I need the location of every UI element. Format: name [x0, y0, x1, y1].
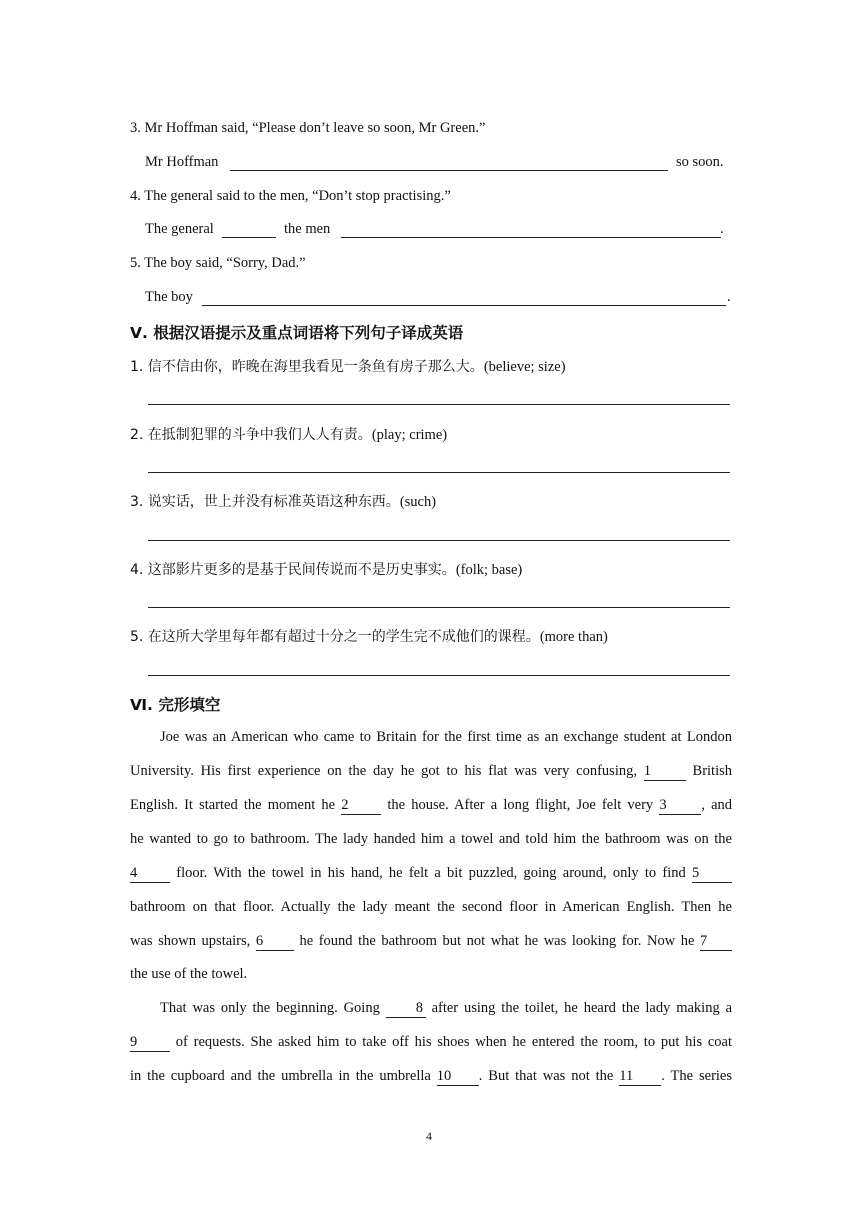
answer-4-blank[interactable]: [222, 237, 276, 238]
passage-line-1: [130, 729, 732, 746]
passage-text: . The series: [661, 1068, 732, 1084]
translation-item-1-hint: (believe; size): [483, 359, 566, 375]
passage-line-10: [130, 1034, 732, 1052]
translation-item-4-hint: (folk; base): [455, 562, 523, 578]
translation-line-3[interactable]: [148, 540, 730, 541]
translation-item-2: [130, 424, 447, 444]
question-3: 3. Mr Hoffman said, “Please don’t leave so soon, Mr Green.”: [130, 120, 486, 136]
translation-line-1[interactable]: [148, 404, 730, 405]
answer-5-line[interactable]: [202, 305, 726, 306]
passage-text: the use of the towel.: [130, 966, 248, 982]
passage-text: in the cupboard and the umbrella in the umbrella: [130, 1068, 431, 1084]
translation-item-5-hint: (more than): [539, 629, 608, 645]
cloze-blank-8[interactable]: 8: [386, 1000, 426, 1018]
question-4: 4. The general said to the men, “Don’t stop practising.”: [130, 188, 451, 204]
passage-line-6: [130, 899, 732, 916]
passage-line-3: [130, 797, 732, 815]
passage-text: . But that was not the: [478, 1068, 614, 1084]
passage-line-8: [130, 966, 247, 983]
passage-text: British: [692, 763, 733, 779]
passage-line-9: [130, 1000, 732, 1018]
cloze-blank-11[interactable]: 11: [619, 1068, 661, 1086]
answer-4-line[interactable]: [341, 237, 721, 238]
cloze-blank-3[interactable]: 3: [659, 797, 701, 815]
answer-3-start: Mr Hoffman: [145, 154, 219, 170]
answer-5-end: .: [727, 289, 731, 305]
section-5-title: Ⅴ. 根据汉语提示及重点词语将下列句子译成英语: [130, 324, 464, 342]
answer-4-start: The general: [145, 221, 214, 237]
passage-text: the house. After a long flight, Joe felt very: [387, 797, 654, 813]
passage-text: English. It started the moment he: [130, 797, 336, 813]
translation-item-2-hint: (play; crime): [371, 427, 448, 443]
passage-line-5: [130, 865, 732, 883]
translation-item-4-text: 4. 这部影片更多的是基于民间传说而不是历史事实。: [130, 562, 456, 578]
question-5: 5. The boy said, “Sorry, Dad.”: [130, 255, 306, 271]
translation-item-2-text: 2. 在抵制犯罪的斗争中我们人人有责。: [130, 427, 372, 443]
passage-line-11: [130, 1068, 732, 1086]
cloze-blank-7[interactable]: 7: [700, 933, 732, 951]
passage-line-2: [130, 763, 732, 781]
answer-3-line[interactable]: [230, 170, 668, 171]
translation-line-4[interactable]: [148, 607, 730, 608]
translation-item-3-hint: (such): [399, 494, 437, 510]
translation-item-5-text: 5. 在这所大学里每年都有超过十分之一的学生完不成他们的课程。: [130, 629, 540, 645]
passage-text: he found the bathroom but not what he was looking for. Now he: [299, 933, 695, 949]
translation-line-5[interactable]: [148, 675, 730, 676]
translation-line-2[interactable]: [148, 472, 730, 473]
translation-item-5: [130, 626, 608, 646]
translation-item-3-text: 3. 说实话，世上并没有标准英语这种东西。: [130, 494, 400, 510]
cloze-blank-10[interactable]: 10: [437, 1068, 479, 1086]
passage-text: of requests. She asked him to take off his shoes when he entered the room, to put his coat: [175, 1034, 733, 1050]
passage-text: he wanted to go to bathroom. The lady handed him a towel and told him the bathroom was on the: [130, 831, 732, 847]
cloze-blank-6[interactable]: 6: [256, 933, 294, 951]
passage-line-4: [130, 831, 732, 848]
translation-item-1: [130, 356, 566, 376]
answer-4-mid: the men: [284, 221, 331, 237]
translation-item-3: [130, 491, 436, 511]
translation-item-1-text: 1. 信不信由你，昨晚在海里我看见一条鱼有房子那么大。: [130, 359, 484, 375]
passage-text: That was only the beginning. Going: [160, 1000, 380, 1016]
passage-line-7: [130, 933, 732, 951]
section-6-title: Ⅵ. 完形填空: [130, 696, 221, 714]
cloze-blank-9[interactable]: 9: [130, 1034, 170, 1052]
cloze-blank-2[interactable]: 2: [341, 797, 381, 815]
passage-text: Joe was an American who came to Britain for the first time as an exchange student at London: [160, 729, 732, 745]
passage-text: after using the toilet, he heard the lady making a: [431, 1000, 733, 1016]
passage-text: was shown upstairs,: [130, 933, 251, 949]
answer-4-end: .: [720, 221, 724, 237]
cloze-blank-4[interactable]: 4: [130, 865, 170, 883]
answer-3-end: so soon.: [676, 154, 724, 170]
passage-text: , and: [701, 797, 733, 813]
page-number: 4: [426, 1129, 432, 1143]
passage-text: bathroom on that floor. Actually the lady meant the second floor in American English. Then he: [130, 899, 732, 915]
passage-text: floor. With the towel in his hand, he felt a bit puzzled, going around, only to find: [176, 865, 686, 881]
cloze-blank-5[interactable]: 5: [692, 865, 732, 883]
answer-5-start: The boy: [145, 289, 193, 305]
translation-item-4: [130, 559, 522, 579]
passage-text: University. His first experience on the day he got to his flat was very confusing,: [130, 763, 637, 779]
cloze-blank-1[interactable]: 1: [644, 763, 686, 781]
